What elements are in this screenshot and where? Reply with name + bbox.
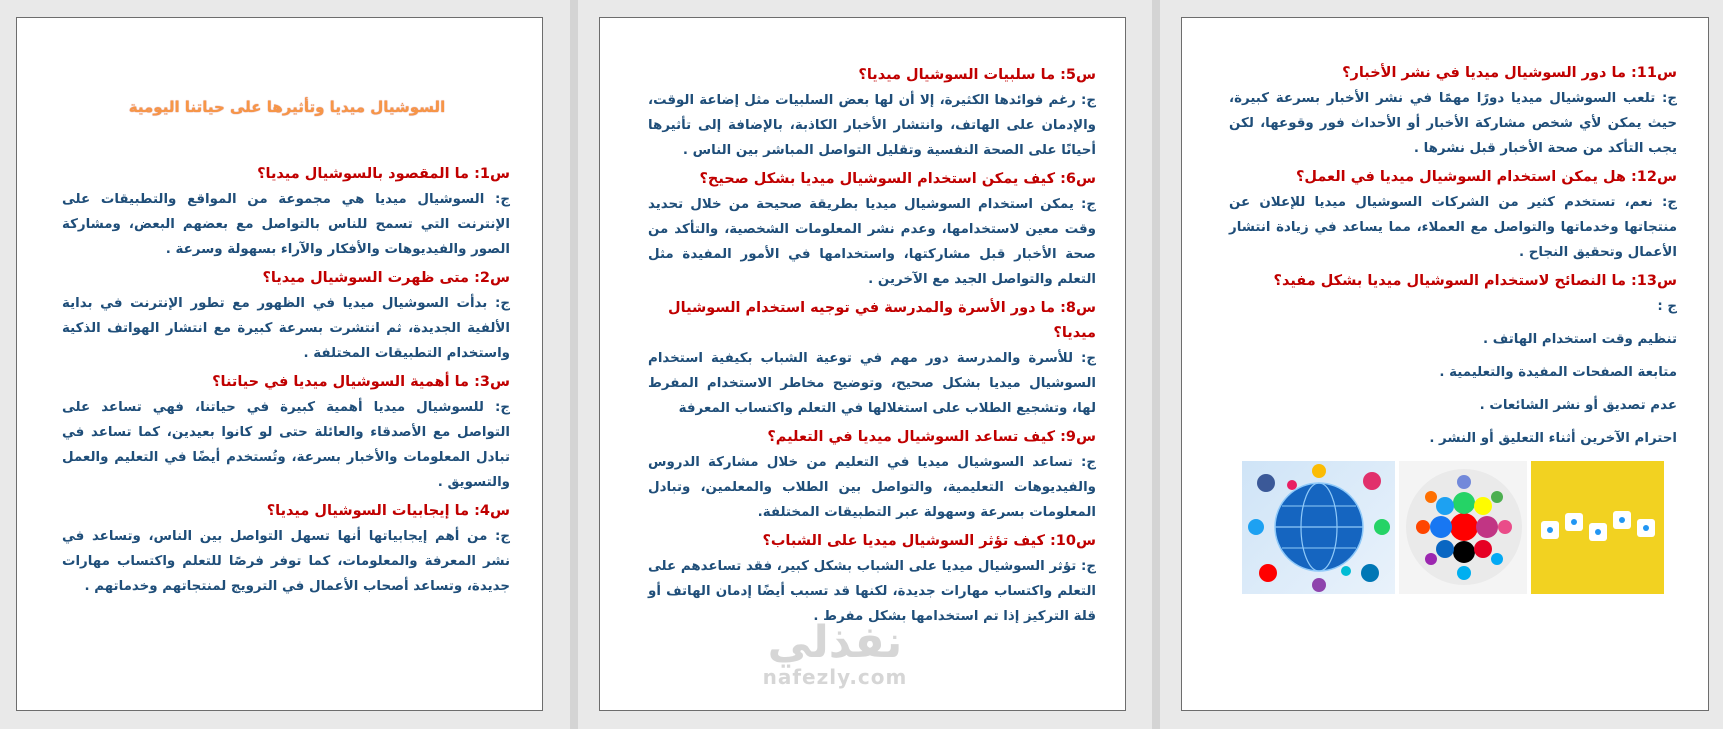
question: س8: ما دور الأسرة والمدرسة في توجيه استخدام السوشيال ميديا؟	[668, 300, 1096, 341]
question: س12: هل يمكن استخدام السوشيال ميديا في العمل؟	[1295, 169, 1677, 185]
question: س13: ما النصائح لاستخدام السوشيال ميديا بشكل مفيد؟	[1273, 273, 1677, 289]
question: س3: ما أهمية السوشيال ميديا في حياتنا؟	[212, 374, 510, 390]
qa-item	[62, 266, 510, 366]
answer: ج: للسوشيال ميديا أهمية كبيرة في حياتنا، فهي تساعد على التواصل مع الأصدقاء والعائلة حتى لو كانوا بعيدين، كما تساعد في تبادل المعلومات والأخبار بسرعة، وتُستخدم أيضًا في التعليم والعمل والتسويق .	[62, 400, 510, 490]
watermark-site: nafezly.com	[762, 665, 908, 689]
question: س10: كيف تؤثر السوشيال ميديا على الشباب؟	[762, 533, 1096, 549]
question: س2: متى ظهرت السوشيال ميديا؟	[262, 270, 510, 286]
watermark-brand: نفذلي	[767, 617, 903, 668]
qa-item	[1229, 61, 1677, 161]
qa-item	[1229, 165, 1677, 265]
answer: ج: من أهم إيجابياتها أنها تسهل التواصل بين الناس، وتساعد في نشر المعرفة والمعلومات، كما توفر فرصًا للتعلم واكتساب مهارات جديدة، وتساعد أصحاب الأعمال في الترويج لمنتجاتهم وخدماتهم .	[62, 529, 510, 594]
answer: ج: تؤثر السوشيال ميديا على الشباب بشكل كبير، فقد تساعدهم على التعلم واكتساب مهارات جديدة، لكنها قد تسبب أيضًا إدمان الهاتف أو قلة التركيز إذا تم استخدامها بشكل مفرط .	[648, 559, 1096, 624]
answer: ج :	[1657, 299, 1677, 314]
globe-network-image	[1242, 461, 1395, 594]
puzzle-pieces-image	[1531, 461, 1664, 594]
question: س11: ما دور السوشيال ميديا في نشر الأخبار؟	[1342, 65, 1677, 81]
answer: ج: السوشيال ميديا هي مجموعة من المواقع والتطبيقات على الإنترنت التي تسمح للناس بالتواصل مع بعضهم البعض، ومشاركة الصور والفيديوهات والأفكار والآراء بسهولة وسرعة .	[62, 192, 510, 257]
page-2	[599, 17, 1126, 711]
page-3	[1181, 17, 1709, 711]
qa-item	[62, 499, 510, 599]
question: س1: ما المقصود بالسوشيال ميديا؟	[257, 166, 510, 182]
answer: ج: بدأت السوشيال ميديا في الظهور مع تطور الإنترنت في بداية الألفية الجديدة، ثم انتشرت بسرعة كبيرة مع انتشار الهواتف الذكية واستخدام التطبيقات المختلفة .	[62, 296, 510, 361]
document-title: السوشيال ميديا وتأثيرها على حياتنا اليومية	[128, 98, 446, 116]
answer: ج: تساعد السوشيال ميديا في التعليم من خلال مشاركة الدروس والفيديوهات التعليمية، والتواصل بين الطلاب والمعلمين، وتبادل المعلومات بسرعة وسهولة عبر التطبيقات المختلفة.	[648, 455, 1096, 520]
image-strip	[1242, 461, 1664, 594]
answer: ج: نعم، تستخدم كثير من الشركات السوشيال ميديا للإعلان عن منتجاتها وخدماتها والتواصل مع العملاء، مما يساعد في زيادة انتشار الأعمال وتحقيق النجاح .	[1229, 195, 1677, 260]
question: س6: كيف يمكن استخدام السوشيال ميديا بشكل صحيح؟	[699, 171, 1096, 187]
qa-item	[648, 529, 1096, 629]
answer: ج: للأسرة والمدرسة دور مهم في توعية الشباب بكيفية استخدام السوشيال ميديا بشكل صحيح، وتوضيح مخاطر الاستخدام المفرط لها، وتشجيع الطلاب على استغلالها في التعلم واكتساب المعرفة	[648, 351, 1096, 416]
page-2-content	[648, 59, 1096, 629]
qa-item	[648, 63, 1096, 163]
page-1-content	[62, 158, 510, 599]
tip-item: عدم تصديق أو نشر الشائعات .	[1479, 398, 1677, 413]
answer: ج: تلعب السوشيال ميديا دورًا مهمًا في نشر الأخبار بسرعة كبيرة، حيث يمكن لأي شخص مشاركة الأخبار أو الأحداث فور وقوعها، لكن يجب التأكد من صحة الأخبار قبل نشرها .	[1229, 91, 1677, 156]
qa-item	[648, 425, 1096, 525]
social-icons-image	[1399, 461, 1528, 594]
tip-item: تنظيم وقت استخدام الهاتف .	[1483, 332, 1677, 347]
question: س9: كيف تساعد السوشيال ميديا في التعليم؟	[767, 429, 1096, 445]
question: س4: ما إيجابيات السوشيال ميديا؟	[266, 503, 510, 519]
question: س5: ما سلبيات السوشيال ميديا؟	[858, 67, 1096, 83]
watermark	[730, 617, 940, 689]
tip-item: متابعة الصفحات المفيدة والتعليمية .	[1439, 365, 1677, 380]
answer: ج: رغم فوائدها الكثيرة، إلا أن لها بعض السلبيات مثل إضاعة الوقت، والإدمان على الهاتف، وانتشار الأخبار الكاذبة، بالإضافة إلى تأثيرها أحيانًا على الصحة النفسية وتقليل التواصل المباشر بين الناس .	[648, 93, 1096, 158]
qa-item	[62, 162, 510, 262]
qa-item	[648, 167, 1096, 292]
page-1	[16, 17, 543, 711]
answer: ج: يمكن استخدام السوشيال ميديا بطريقة صحيحة من خلال تحديد وقت معين لاستخدامها، وعدم نشر المعلومات الشخصية، والتأكد من صحة الأخبار قبل مشاركتها، واستخدامها في الأمور المفيدة مثل التعلم والتواصل الجيد مع الآخرين .	[648, 197, 1096, 287]
page-gutter	[570, 0, 578, 729]
tip-item: احترام الآخرين أثناء التعليق أو النشر .	[1429, 431, 1677, 446]
qa-item	[648, 296, 1096, 421]
qa-item	[62, 370, 510, 495]
page-3-content	[1229, 57, 1677, 451]
page-gutter	[1152, 0, 1160, 729]
qa-item	[1229, 269, 1677, 319]
